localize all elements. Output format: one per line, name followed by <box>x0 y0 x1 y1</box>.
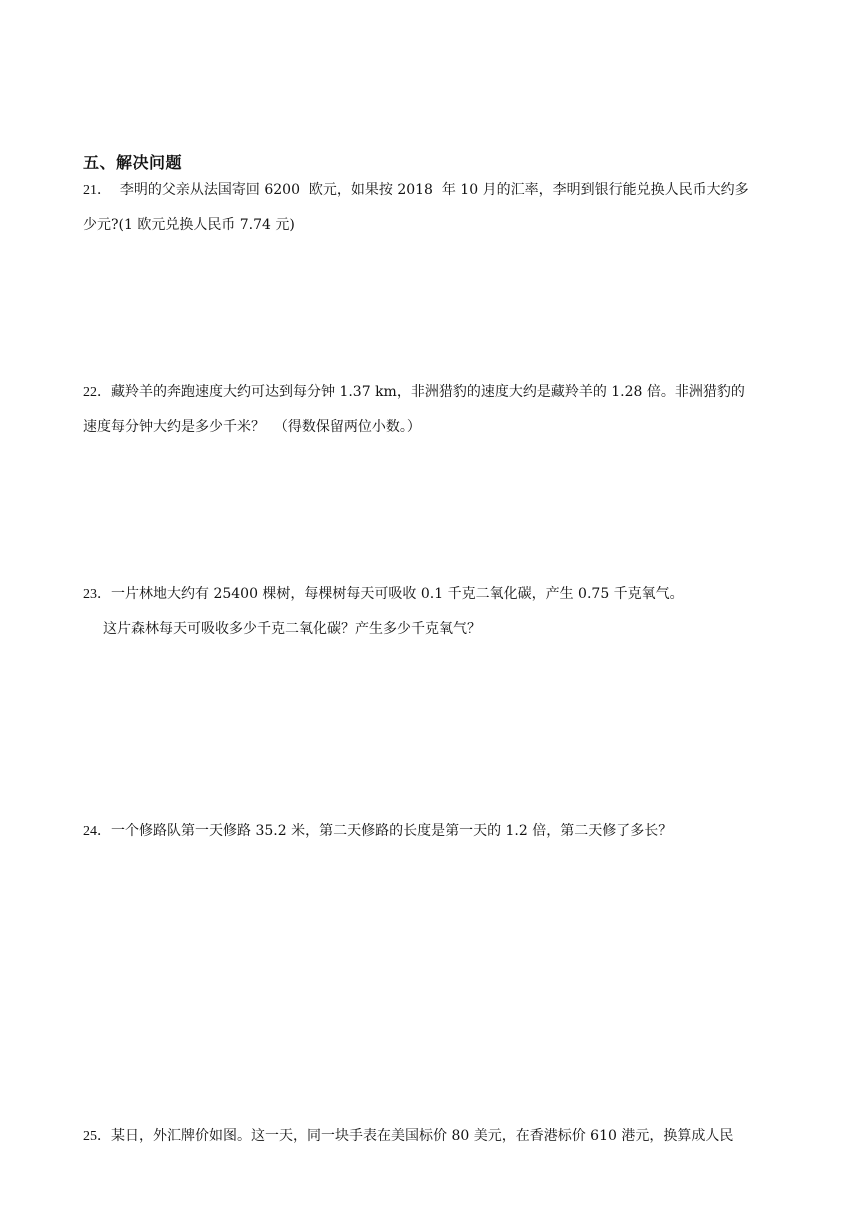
question-text: 藏羚羊的奔跑速度大约可达到每分钟 1.37 km，非洲猎豹的速度大约是藏羚羊的 1.28 倍。非洲猎豹的 <box>111 384 745 400</box>
question-21-line-2: 少元?(1 欧元兑换人民币 7.74 元) <box>83 217 295 233</box>
question-21-line-1 <box>83 173 813 208</box>
question-text: 李明的父亲从法国寄回 6200 欧元，如果按 2018 年 10 月的汇率，李明到银行能兑换人民币大约多 <box>111 182 749 198</box>
question-text: 某日，外汇牌价如图。这一天，同一块手表在美国标价 80 美元，在香港标价 610 港元，换算成人民 <box>111 1128 734 1144</box>
question-22-line-2: 速度每分钟大约是多少千米？ （得数保留两位小数。） <box>83 419 421 435</box>
question-21 <box>83 173 813 242</box>
question-23-line-1 <box>83 577 813 612</box>
question-24 <box>83 814 813 849</box>
question-number: 24． <box>83 824 111 839</box>
question-24-line-1 <box>83 814 813 849</box>
question-23 <box>83 577 813 646</box>
question-22-line-1 <box>83 375 813 410</box>
question-text: 一片林地大约有 25400 棵树，每棵树每天可吸收 0.1 千克二氧化碳，产生 0.75 千克氧气。 <box>111 586 684 602</box>
question-text: 一个修路队第一天修路 35.2 米，第二天修路的长度是第一天的 1.2 倍，第二天修了多长？ <box>111 823 673 839</box>
question-23-line-2: 这片森林每天可吸收多少千克二氧化碳？产生多少千克氧气？ <box>103 621 481 637</box>
question-25-line-1 <box>83 1119 813 1154</box>
question-22 <box>83 375 813 444</box>
section-title: 五、解决问题 <box>83 153 183 172</box>
question-number: 21． <box>83 183 111 198</box>
question-number: 25． <box>83 1129 111 1144</box>
question-number: 23． <box>83 587 111 602</box>
question-25 <box>83 1119 813 1154</box>
question-number: 22． <box>83 385 111 400</box>
